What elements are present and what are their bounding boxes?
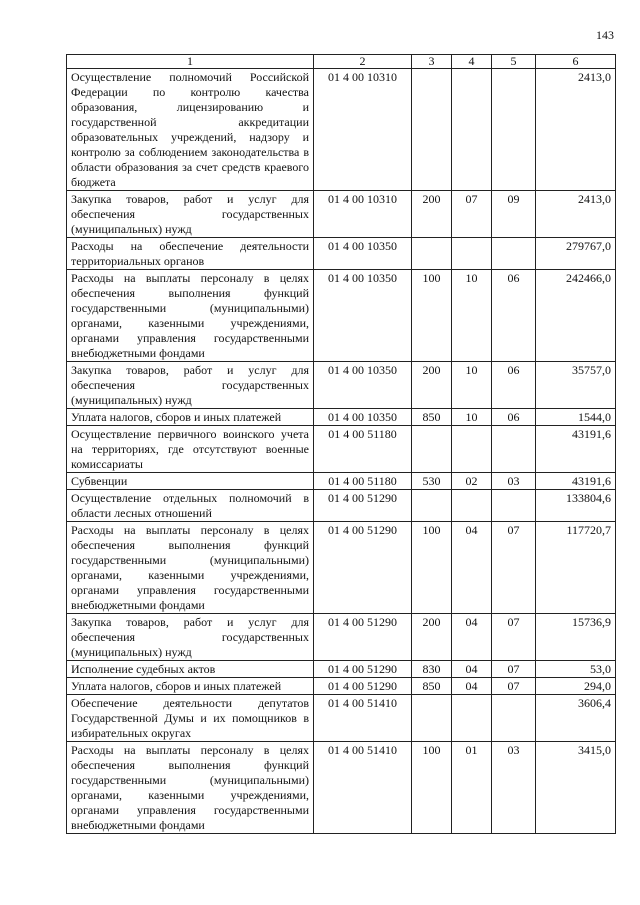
row-code: 01 4 00 51290 [314, 522, 412, 614]
budget-table [66, 54, 616, 834]
row-code: 01 4 00 10310 [314, 191, 412, 238]
row-code: 01 4 00 51410 [314, 695, 412, 742]
row-vr: 530 [412, 473, 452, 490]
row-pr: 03 [492, 473, 536, 490]
row-code: 01 4 00 51180 [314, 473, 412, 490]
row-name: Расходы на выплаты персоналу в целях обеспечения выполнения функций государственными (муниципальными) органами, казенными учреждениями, органами управления государственными внебюджетными фондами [67, 522, 314, 614]
row-name: Осуществление первичного воинского учета на территориях, где отсутствуют военные комиссариаты [67, 426, 314, 473]
header-col-1: 1 [67, 55, 314, 69]
row-name: Уплата налогов, сборов и иных платежей [67, 678, 314, 695]
row-code: 01 4 00 51290 [314, 661, 412, 678]
row-rz: 04 [452, 661, 492, 678]
row-name: Осуществление полномочий Российской Федерации по контролю качества образования, лицензированию и государственной аккредитации образовательных учреждений, надзору и контролю за соблюдением законодательства в области образования за счет средств краевого бюджета [67, 69, 314, 191]
row-sum: 294,0 [536, 678, 616, 695]
table-row [67, 678, 616, 695]
row-rz [452, 426, 492, 473]
row-name: Закупка товаров, работ и услуг для обеспечения государственных (муниципальных) нужд [67, 191, 314, 238]
row-pr: 07 [492, 678, 536, 695]
page-number: 143 [596, 28, 614, 42]
row-pr: 03 [492, 742, 536, 834]
row-vr: 200 [412, 614, 452, 661]
row-vr: 200 [412, 362, 452, 409]
row-pr: 06 [492, 409, 536, 426]
row-sum: 15736,9 [536, 614, 616, 661]
table-row [67, 473, 616, 490]
row-name: Обеспечение деятельности депутатов Государственной Думы и их помощников в избирательных округах [67, 695, 314, 742]
table-row [67, 426, 616, 473]
table-row [67, 362, 616, 409]
row-vr [412, 490, 452, 522]
row-rz: 10 [452, 409, 492, 426]
row-sum: 2413,0 [536, 191, 616, 238]
table-row [67, 522, 616, 614]
row-rz [452, 695, 492, 742]
table-row [67, 490, 616, 522]
row-rz [452, 238, 492, 270]
row-name: Исполнение судебных актов [67, 661, 314, 678]
row-rz: 02 [452, 473, 492, 490]
row-sum: 1544,0 [536, 409, 616, 426]
row-rz [452, 69, 492, 191]
row-pr: 07 [492, 522, 536, 614]
row-pr: 07 [492, 661, 536, 678]
row-vr: 100 [412, 522, 452, 614]
row-name: Расходы на выплаты персоналу в целях обеспечения выполнения функций государственными (муниципальными) органами, казенными учреждениями, органами управления государственными внебюджетными фондами [67, 742, 314, 834]
row-pr [492, 238, 536, 270]
table-row [67, 69, 616, 191]
header-col-3: 3 [412, 55, 452, 69]
row-rz: 04 [452, 522, 492, 614]
row-name: Закупка товаров, работ и услуг для обеспечения государственных (муниципальных) нужд [67, 362, 314, 409]
row-code: 01 4 00 51410 [314, 742, 412, 834]
row-sum: 43191,6 [536, 426, 616, 473]
row-code: 01 4 00 10310 [314, 69, 412, 191]
row-pr [492, 490, 536, 522]
row-rz: 04 [452, 678, 492, 695]
header-col-5: 5 [492, 55, 536, 69]
table-row [67, 409, 616, 426]
header-col-4: 4 [452, 55, 492, 69]
row-pr: 06 [492, 362, 536, 409]
row-rz: 01 [452, 742, 492, 834]
row-vr [412, 695, 452, 742]
row-name: Уплата налогов, сборов и иных платежей [67, 409, 314, 426]
row-pr [492, 426, 536, 473]
row-sum: 3415,0 [536, 742, 616, 834]
header-col-2: 2 [314, 55, 412, 69]
row-vr: 200 [412, 191, 452, 238]
row-vr: 100 [412, 742, 452, 834]
table-row [67, 238, 616, 270]
table-header-row [67, 55, 616, 69]
row-code: 01 4 00 10350 [314, 270, 412, 362]
table-row [67, 742, 616, 834]
row-name: Расходы на выплаты персоналу в целях обеспечения выполнения функций государственными (муниципальными) органами, казенными учреждениями, органами управления государственными внебюджетными фондами [67, 270, 314, 362]
row-sum: 133804,6 [536, 490, 616, 522]
row-pr [492, 69, 536, 191]
row-sum: 35757,0 [536, 362, 616, 409]
row-vr: 100 [412, 270, 452, 362]
row-sum: 53,0 [536, 661, 616, 678]
row-rz: 10 [452, 362, 492, 409]
row-code: 01 4 00 51290 [314, 490, 412, 522]
row-sum: 2413,0 [536, 69, 616, 191]
row-vr: 850 [412, 678, 452, 695]
row-sum: 279767,0 [536, 238, 616, 270]
table-row [67, 661, 616, 678]
row-code: 01 4 00 10350 [314, 362, 412, 409]
table-row [67, 270, 616, 362]
row-pr [492, 695, 536, 742]
row-name: Закупка товаров, работ и услуг для обеспечения государственных (муниципальных) нужд [67, 614, 314, 661]
row-vr [412, 426, 452, 473]
row-vr [412, 238, 452, 270]
row-code: 01 4 00 51290 [314, 678, 412, 695]
row-sum: 43191,6 [536, 473, 616, 490]
row-rz: 10 [452, 270, 492, 362]
row-code: 01 4 00 10350 [314, 409, 412, 426]
row-vr [412, 69, 452, 191]
row-code: 01 4 00 10350 [314, 238, 412, 270]
row-name: Субвенции [67, 473, 314, 490]
header-col-6: 6 [536, 55, 616, 69]
row-code: 01 4 00 51180 [314, 426, 412, 473]
row-sum: 3606,4 [536, 695, 616, 742]
row-rz: 04 [452, 614, 492, 661]
row-name: Расходы на обеспечение деятельности территориальных органов [67, 238, 314, 270]
row-pr: 07 [492, 614, 536, 661]
table-row [67, 695, 616, 742]
table-row [67, 191, 616, 238]
table-row [67, 614, 616, 661]
row-pr: 09 [492, 191, 536, 238]
row-pr: 06 [492, 270, 536, 362]
row-rz [452, 490, 492, 522]
row-sum: 242466,0 [536, 270, 616, 362]
row-vr: 830 [412, 661, 452, 678]
row-sum: 117720,7 [536, 522, 616, 614]
row-rz: 07 [452, 191, 492, 238]
row-vr: 850 [412, 409, 452, 426]
row-code: 01 4 00 51290 [314, 614, 412, 661]
row-name: Осуществление отдельных полномочий в области лесных отношений [67, 490, 314, 522]
